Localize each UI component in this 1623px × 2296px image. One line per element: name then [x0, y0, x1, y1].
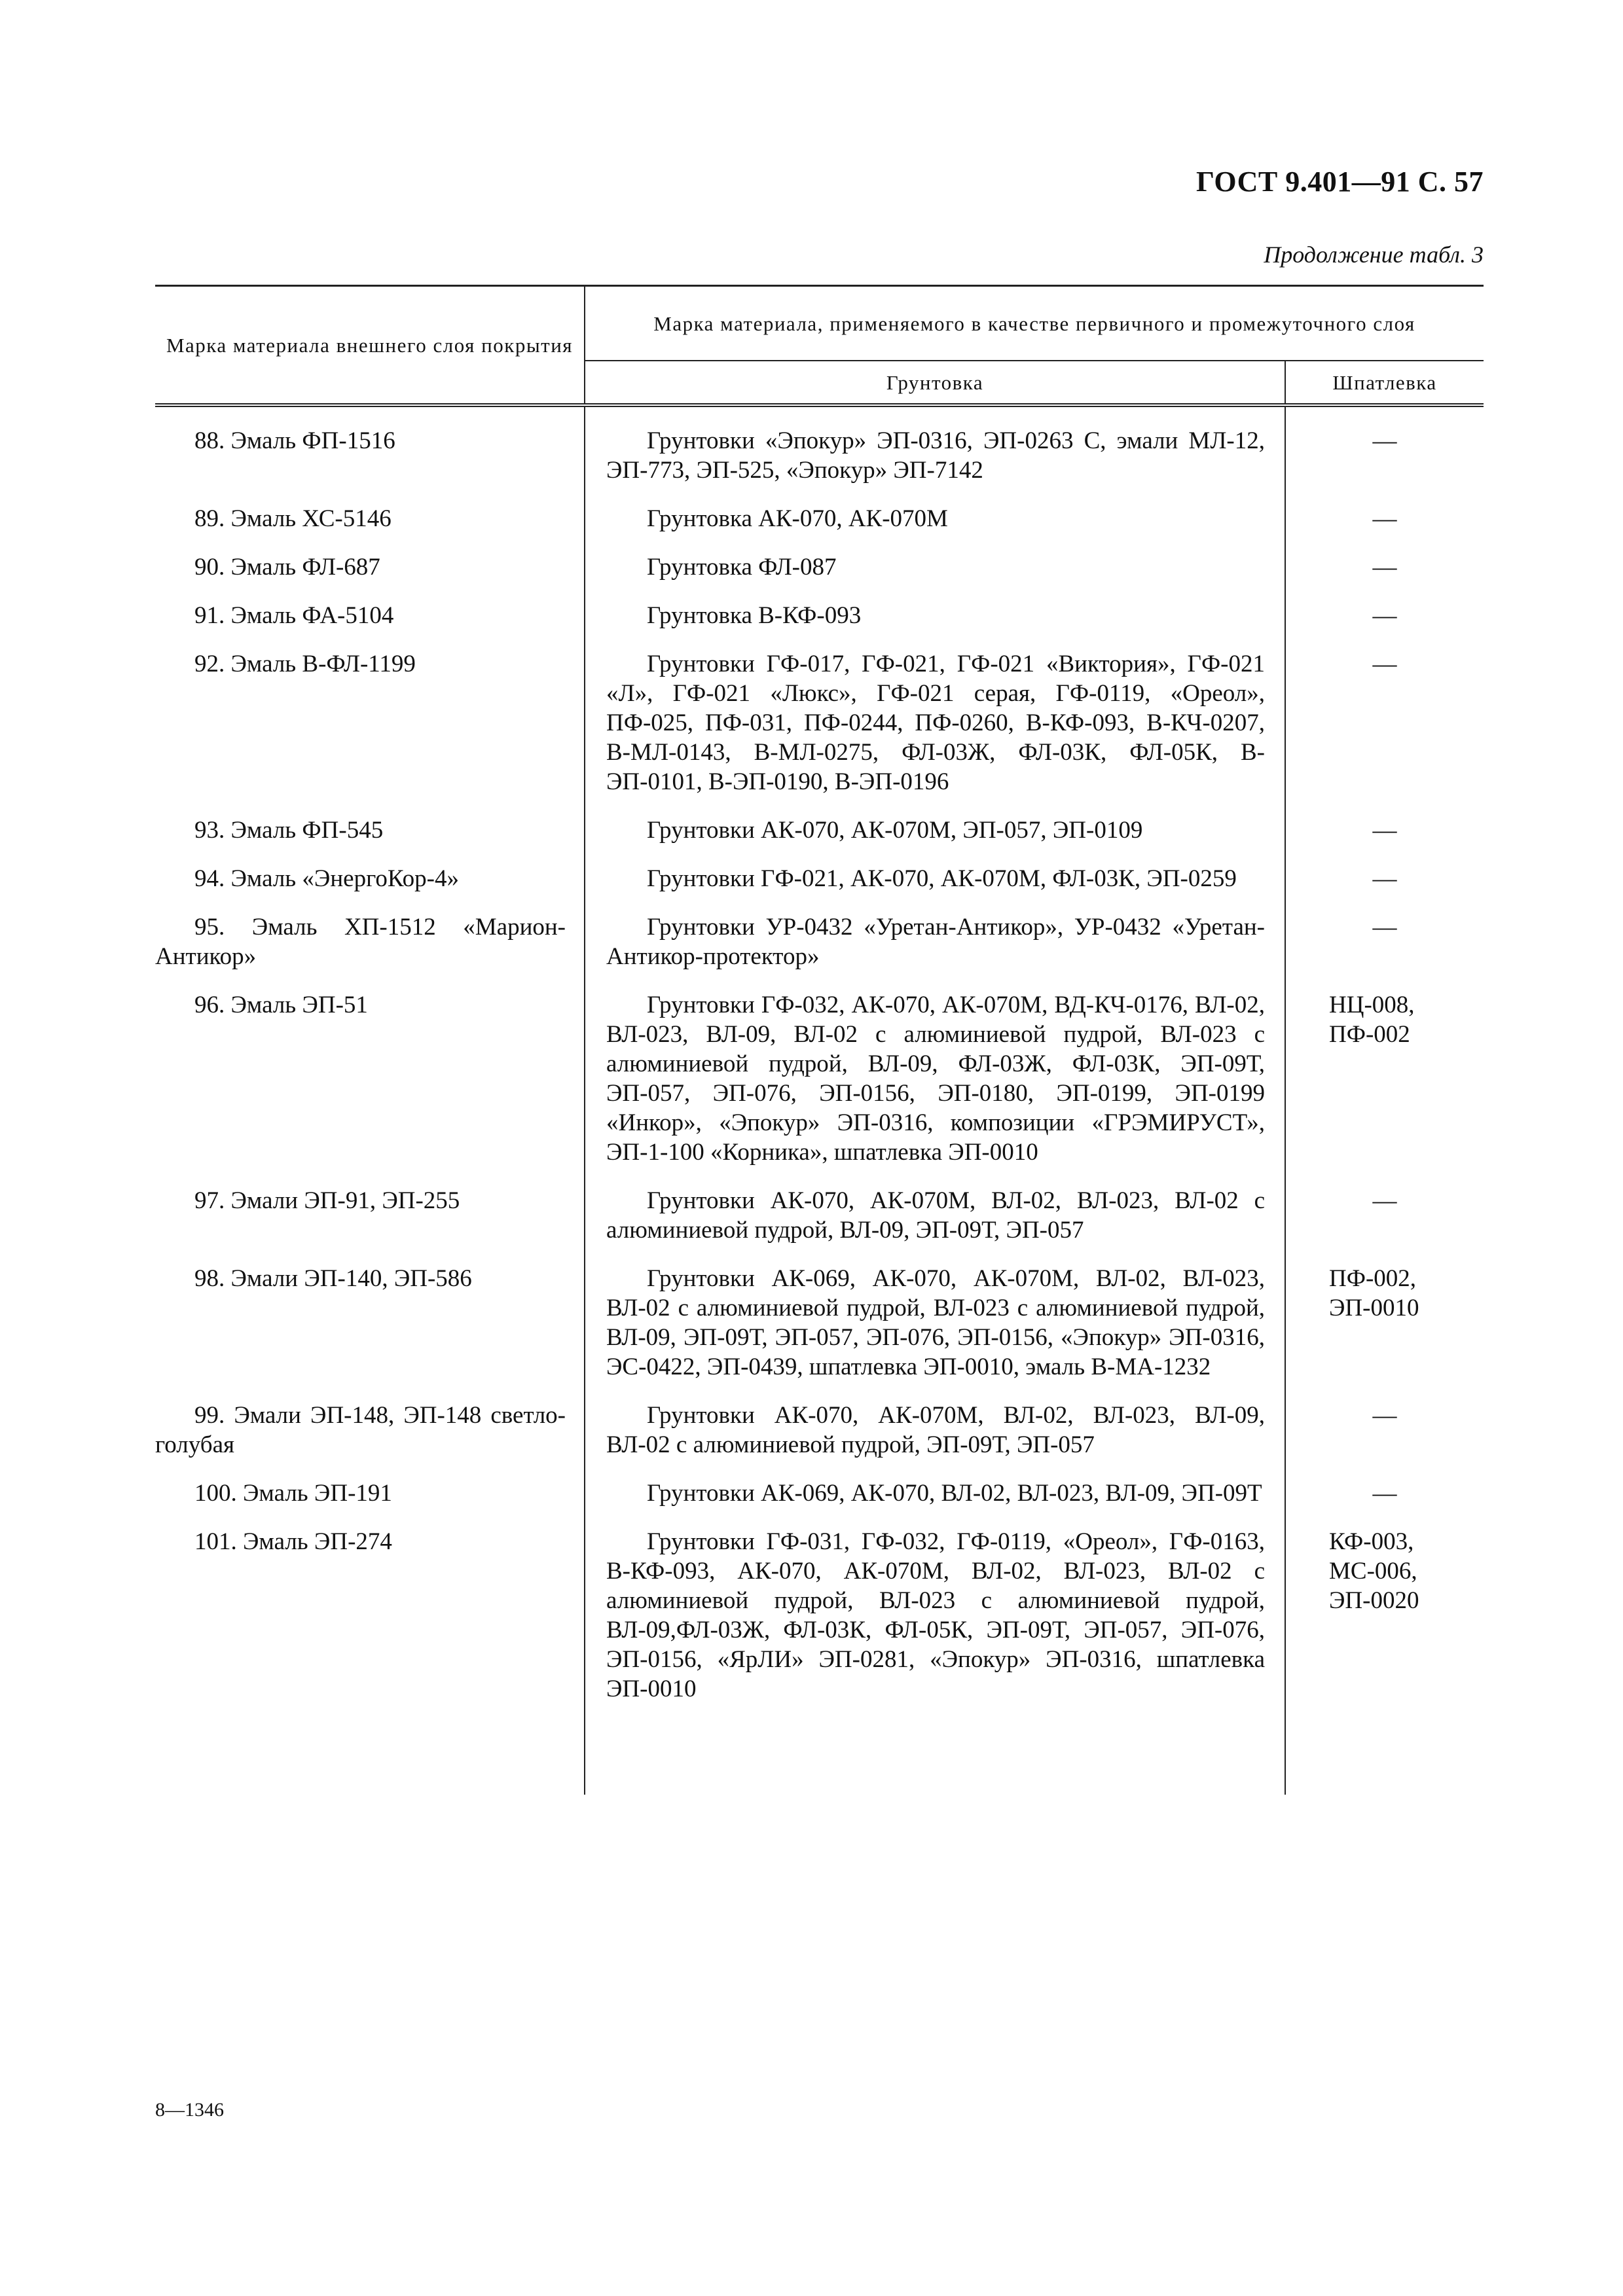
filler-cell: — — [1372, 1480, 1397, 1507]
material-name-cell: 98. Эмали ЭП-140, ЭП-586 — [155, 1245, 585, 1382]
primer-cell: Грунтовки УР-0432 «Уретан-Антикор», УР-0432 «Уретан-Антикор-протектор» — [585, 893, 1285, 971]
material-name-cell: 91. Эмаль ФА-5104 — [155, 582, 585, 630]
material-name-cell: 92. Эмаль В-ФЛ-1199 — [155, 630, 585, 797]
filler-cell: — — [1372, 651, 1397, 677]
primer-cell: Грунтовки АК-069, АК-070, АК-070М, ВЛ-02, ВЛ-023, ВЛ-02 с алюминиевой пудрой, ВЛ-023 с алюминиевой пудрой, ВЛ-09, ЭП-09Т, ЭП-057, ЭП-076, ЭП-0156, «Эпокур» ЭП-0316, ЭС-0422, ЭП-0439, шпатлевка ЭП-0010, эмаль В-МА-1232 — [585, 1245, 1285, 1382]
empty-cell — [155, 1704, 585, 1795]
primer-cell: Грунтовка В-КФ-093 — [585, 582, 1285, 630]
filler-cell: — — [1372, 914, 1397, 941]
table-row — [155, 485, 1484, 533]
filler-cell: — — [1372, 427, 1397, 454]
primer-cell: Грунтовки «Эпокур» ЭП-0316, ЭП-0263 С, эмали МЛ-12, ЭП-773, ЭП-525, «Эпокур» ЭП-7142 — [585, 405, 1285, 485]
table-row — [155, 630, 1484, 797]
material-name-cell: 99. Эмали ЭП-148, ЭП-148 светло-голубая — [155, 1382, 585, 1460]
filler-cell: КФ-003, МС-006, ЭП-0020 — [1329, 1528, 1419, 1614]
column-header-primary-layer: Марка материала, применяемого в качестве первичного и промежуточного слоя — [585, 286, 1484, 361]
material-name-cell: 94. Эмаль «ЭнергоКор-4» — [155, 845, 585, 893]
material-name-cell: 90. Эмаль ФЛ-687 — [155, 533, 585, 582]
filler-cell: — — [1372, 505, 1397, 532]
table-row — [155, 1167, 1484, 1245]
material-name-cell: 100. Эмаль ЭП-191 — [155, 1460, 585, 1508]
materials-table-container — [155, 285, 1484, 2083]
filler-cell: НЦ-008, ПФ-002 — [1329, 992, 1415, 1048]
primer-cell: Грунтовки АК-070, АК-070М, ЭП-057, ЭП-0109 — [585, 797, 1285, 845]
table-row — [155, 1382, 1484, 1460]
filler-cell: — — [1372, 1402, 1397, 1429]
primer-cell: Грунтовки ГФ-017, ГФ-021, ГФ-021 «Виктория», ГФ-021 «Л», ГФ-021 «Люкс», ГФ-021 серая, ГФ-0119, «Ореол», ПФ-025, ПФ-031, ПФ-0244, ПФ-0260, В-КФ-093, В-КЧ-0207, В-МЛ-0143, В-МЛ-0275, ФЛ-03Ж, ФЛ-03К, ФЛ-05К, В-ЭП-0101, В-ЭП-0190, В-ЭП-0196 — [585, 630, 1285, 797]
material-name-cell: 95. Эмаль ХП-1512 «Марион-Антикор» — [155, 893, 585, 971]
material-name-cell: 97. Эмали ЭП-91, ЭП-255 — [155, 1167, 585, 1245]
primer-cell: Грунтовки АК-069, АК-070, ВЛ-02, ВЛ-023, ВЛ-09, ЭП-09Т — [585, 1460, 1285, 1508]
column-header-primer: Грунтовка — [585, 361, 1285, 405]
table-header — [155, 286, 1484, 406]
column-header-outer-layer: Марка материала внешнего слоя покрытия — [155, 286, 585, 406]
table-row — [155, 405, 1484, 485]
table-row — [155, 1245, 1484, 1382]
table-row — [155, 893, 1484, 971]
primer-cell: Грунтовки АК-070, АК-070М, ВЛ-02, ВЛ-023, ВЛ-09, ВЛ-02 с алюминиевой пудрой, ЭП-09Т, ЭП-057 — [585, 1382, 1285, 1460]
materials-table — [155, 285, 1484, 1795]
filler-cell: — — [1372, 554, 1397, 581]
table-row — [155, 533, 1484, 582]
empty-cell — [585, 1704, 1285, 1795]
table-body — [155, 405, 1484, 1795]
material-name-cell: 101. Эмаль ЭП-274 — [155, 1508, 585, 1704]
table-row — [155, 1460, 1484, 1508]
filler-cell: — — [1372, 1187, 1397, 1214]
table-row — [155, 582, 1484, 630]
primer-cell: Грунтовки ГФ-032, АК-070, АК-070М, ВД-КЧ-0176, ВЛ-02, ВЛ-023, ВЛ-09, ВЛ-02 с алюминиевой пудрой, ВЛ-023 с алюминиевой пудрой, ВЛ-09, ФЛ-03Ж, ФЛ-03К, ЭП-09Т, ЭП-057, ЭП-076, ЭП-0156, ЭП-0180, ЭП-0199, ЭП-0199 «Инкор», «Эпокур» ЭП-0316, композиции «ГРЭМИРУСТ», ЭП-1-100 «Корника», шпатлевка ЭП-0010 — [585, 971, 1285, 1167]
page-footer-code: 8—1346 — [155, 2099, 224, 2121]
material-name-cell: 93. Эмаль ФП-545 — [155, 797, 585, 845]
empty-cell — [1285, 1704, 1484, 1795]
filler-cell: — — [1372, 865, 1397, 892]
page-header: ГОСТ 9.401—91 С. 57 — [1195, 166, 1484, 198]
column-header-filler: Шпатлевка — [1285, 361, 1484, 405]
primer-cell: Грунтовка АК-070, АК-070М — [585, 485, 1285, 533]
filler-cell: — — [1372, 602, 1397, 629]
primer-cell: Грунтовка ФЛ-087 — [585, 533, 1285, 582]
table-continuation-note: Продолжение табл. 3 — [1264, 242, 1484, 268]
filler-cell: — — [1372, 817, 1397, 844]
table-row — [155, 845, 1484, 893]
table-row — [155, 797, 1484, 845]
primer-cell: Грунтовки АК-070, АК-070М, ВЛ-02, ВЛ-023, ВЛ-02 с алюминиевой пудрой, ВЛ-09, ЭП-09Т, ЭП-057 — [585, 1167, 1285, 1245]
primer-cell: Грунтовки ГФ-021, АК-070, АК-070М, ФЛ-03К, ЭП-0259 — [585, 845, 1285, 893]
material-name-cell: 96. Эмаль ЭП-51 — [155, 971, 585, 1167]
material-name-cell: 89. Эмаль ХС-5146 — [155, 485, 585, 533]
table-spacer-row — [155, 1704, 1484, 1795]
table-row — [155, 971, 1484, 1167]
filler-cell: ПФ-002, ЭП-0010 — [1329, 1265, 1419, 1321]
primer-cell: Грунтовки ГФ-031, ГФ-032, ГФ-0119, «Ореол», ГФ-0163, В-КФ-093, АК-070, АК-070М, ВЛ-02, ВЛ-023, ВЛ-02 с алюминиевой пудрой, ВЛ-023 с алюминиевой пудрой, ВЛ-09,ФЛ-03Ж, ФЛ-03К, ФЛ-05К, ЭП-09Т, ЭП-057, ЭП-076, ЭП-0156, «ЯрЛИ» ЭП-0281, «Эпокур» ЭП-0316, шпатлевка ЭП-0010 — [585, 1508, 1285, 1704]
table-row — [155, 1508, 1484, 1704]
material-name-cell: 88. Эмаль ФП-1516 — [155, 405, 585, 485]
